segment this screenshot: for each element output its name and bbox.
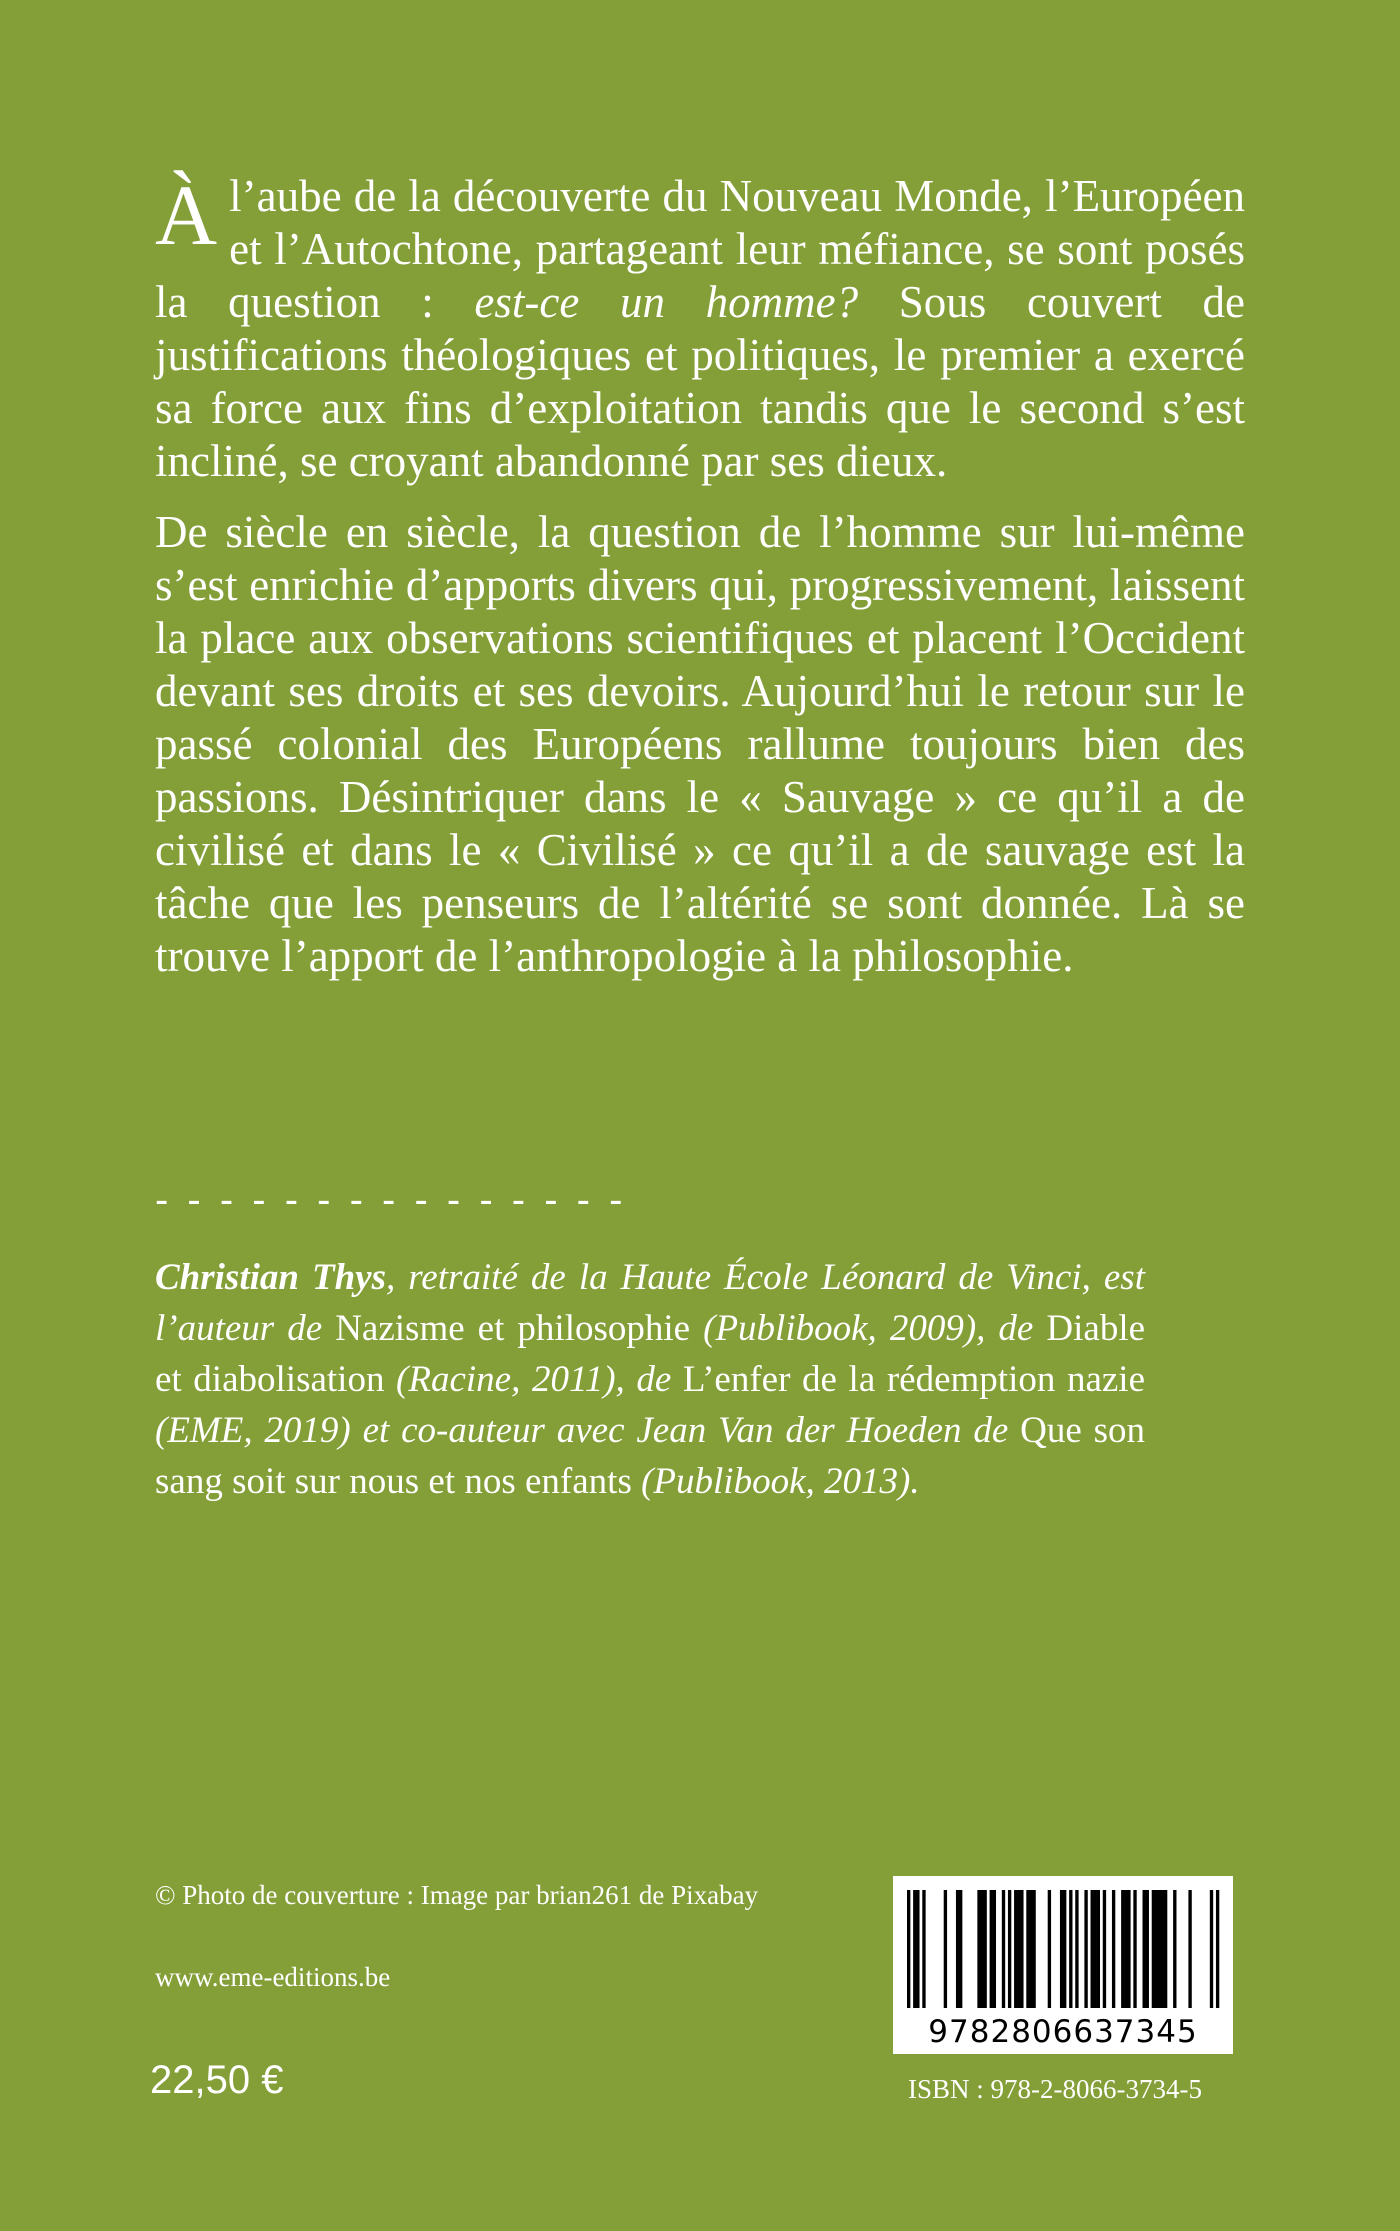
barcode-bar	[1164, 1890, 1167, 2008]
bio-segment-1: , retraité de la Haute École Léonard de Vinci, est l’auteur de	[155, 1257, 1145, 1349]
barcode-bar	[1097, 1890, 1100, 2008]
barcode	[893, 1876, 1233, 2054]
barcode-bar	[983, 1890, 986, 2008]
bio-segment-4: (EME, 2019) et co-auteur avec Jean Van der Hoeden de	[155, 1410, 1021, 1451]
barcode-bar	[916, 1890, 919, 2008]
barcode-bar	[993, 1890, 996, 2008]
barcode-bar	[1008, 1890, 1011, 2008]
barcode-bar	[977, 1890, 980, 2008]
barcode-bar	[1029, 1890, 1032, 2008]
bio-segment-2: (Publibook, 2009), de	[690, 1308, 1047, 1349]
barcode-bar	[1158, 1890, 1161, 2008]
barcode-bar	[956, 1890, 959, 2008]
barcode-bar	[1127, 1890, 1130, 2008]
barcode-bar	[1002, 1890, 1005, 2008]
author-name: Christian Thys	[155, 1257, 386, 1298]
barcode-bar	[1014, 1890, 1017, 2008]
blurb-p1-italic: est-ce un homme?	[474, 277, 859, 327]
barcode-bar	[922, 1890, 925, 2008]
barcode-bar	[1063, 1890, 1066, 2008]
photo-credit: © Photo de couverture : Image par brian261 de Pixabay	[155, 1880, 759, 1910]
barcode-bar	[1060, 1890, 1063, 2008]
barcode-bar	[1103, 1890, 1106, 2008]
barcode-bar	[913, 1890, 916, 2008]
barcode-bar	[990, 1890, 993, 2008]
book-title-4: Que son sang soit sur nous et nos enfants	[155, 1410, 1145, 1502]
barcode-bar	[1017, 1890, 1020, 2008]
book-title-2: Diable et diabolisation	[155, 1308, 1146, 1400]
barcode-bar	[1124, 1890, 1127, 2008]
barcode-bar	[1084, 1890, 1087, 2008]
book-title-1: Nazisme et philosophie	[335, 1308, 691, 1349]
blurb-paragraph-2: De siècle en siècle, la question de l’homme sur lui-même s’est enrichie d’apports divers qui, progressivement, laissent la place aux observations scientifiques et placent l’Occident devant ses droits et ses devoirs. Aujourd’hui le retour sur le passé colonial des Européens rallume toujours bien des passions. Désintriquer dans le « Sauvage » ce qu’il a de civilisé et dans le « Civilisé » ce qu’il a de sauvage est la tâche que les penseurs de l’altérité se sont donnée. Là se trouve l’apport de l’anthropologie à la philosophie.	[155, 507, 1245, 981]
isbn-label: ISBN : 978-2-8066-3734-5	[908, 2074, 1202, 2104]
dashed-divider: - - - - - - - - - - - - - - -	[155, 1178, 627, 1222]
barcode-bar	[1032, 1890, 1035, 2008]
barcode-bar	[1155, 1890, 1158, 2008]
barcode-bar	[944, 1890, 947, 2008]
barcode-bar	[1094, 1890, 1097, 2008]
barcode-bar	[1020, 1890, 1023, 2008]
author-bio	[155, 1252, 1145, 1507]
bio-segment-3: (Racine, 2011), de	[384, 1359, 683, 1400]
barcode-bar	[1121, 1890, 1124, 2008]
blurb-paragraph-1	[155, 167, 1246, 488]
blurb-p1-text-b: Sous couvert de justifications théologiques et politiques, le premier a exercé sa force aux fins d’exploitation tandis que le second s’est incliné, se croyant abandonné par ses dieux.	[155, 277, 1246, 486]
price-label: 22,50 €	[150, 2058, 284, 2102]
barcode-bar	[1173, 1890, 1176, 2008]
barcode-bar	[1133, 1890, 1136, 2008]
barcode-bar	[980, 1890, 983, 2008]
barcode-bar	[1112, 1890, 1115, 2008]
barcode-bar	[1188, 1890, 1191, 2008]
barcode-digits: 9782806637345	[928, 2014, 1198, 2050]
barcode-bar	[907, 1890, 910, 2008]
barcode-bar	[1048, 1890, 1051, 2008]
drop-cap: À	[155, 167, 218, 263]
barcode-bar	[1152, 1890, 1155, 2008]
publisher-website: www.eme-editions.be	[155, 1962, 391, 1992]
blurb-p1-text-a: l’aube de la découverte du Nouveau Monde, l’Européen et l’Autochtone, partageant leur méfiance, se sont posés la question :	[155, 171, 1245, 327]
barcode-bar	[1026, 1890, 1029, 2008]
barcode-bar	[959, 1890, 962, 2008]
barcode-bar	[1091, 1890, 1094, 2008]
book-title-3: L’enfer de la rédemption nazie	[682, 1359, 1145, 1400]
barcode-bar	[1161, 1890, 1164, 2008]
barcode-bar	[1146, 1890, 1149, 2008]
barcode-bar	[1216, 1890, 1219, 2008]
barcode-bar	[1075, 1890, 1078, 2008]
bio-segment-5: (Publibook, 2013).	[631, 1461, 920, 1502]
barcode-bar	[1143, 1890, 1146, 2008]
barcode-bar	[1210, 1890, 1213, 2008]
barcode-bar	[1069, 1890, 1072, 2008]
back-cover-blurb	[155, 167, 1246, 1001]
